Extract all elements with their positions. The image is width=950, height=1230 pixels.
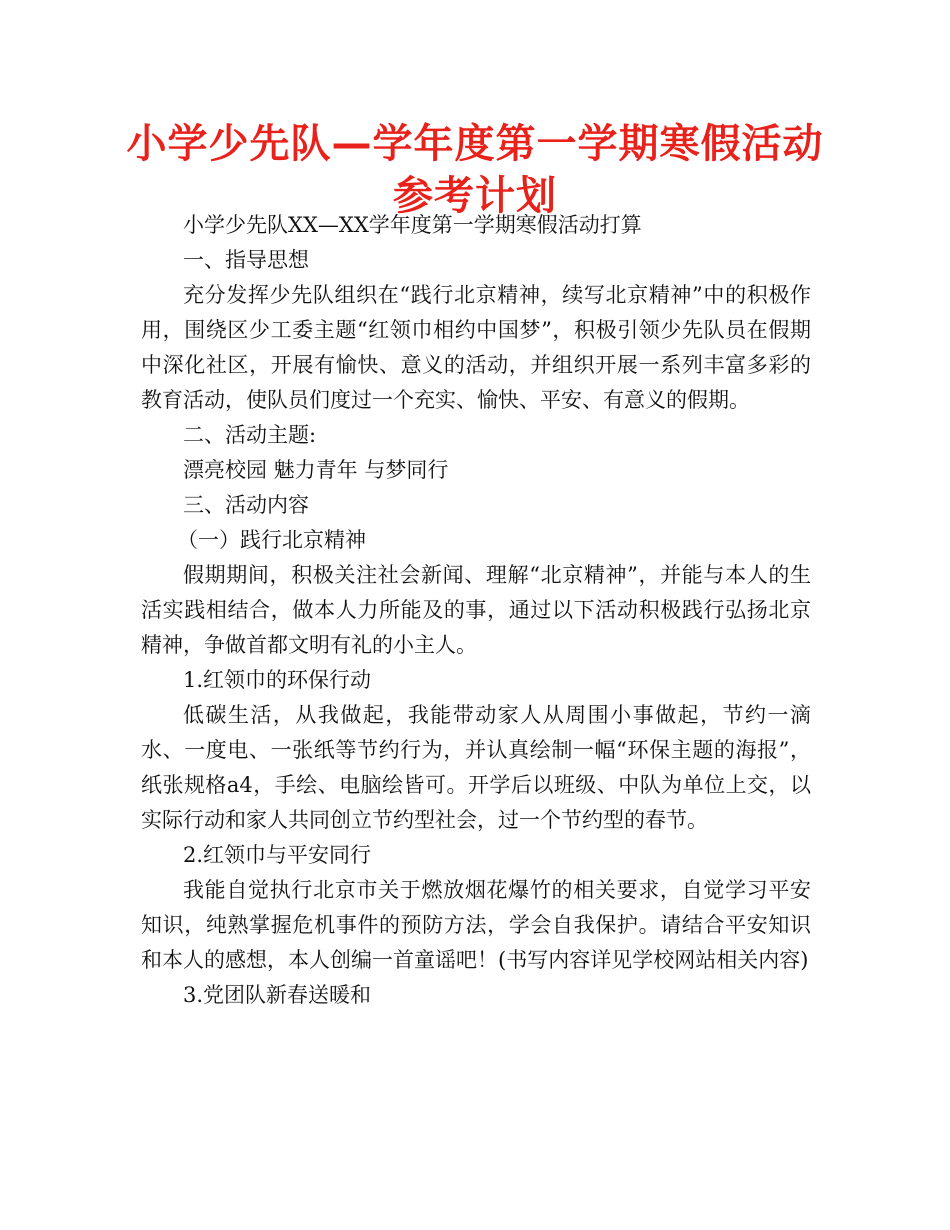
item-heading-environment: 1.红领巾的环保行动 bbox=[183, 668, 372, 692]
section-heading-content: 三、活动内容 bbox=[183, 493, 309, 517]
paragraph-environment: 低碳生活，从我做起，我能带动家人从周围小事做起，节约一滴水、一度电、一张纸等节约行为，并认真绘制一幅“环保主题的海报”，纸张规格a4，手绘、电脑绘皆可。开学后以班级、中队为单位上交，以实际行动和家人共同创立节约型社会，过一个节约型的春节。 bbox=[141, 703, 811, 832]
document-body bbox=[141, 208, 811, 1013]
paragraph-safety: 我能自觉执行北京市关于燃放烟花爆竹的相关要求，自觉学习平安知识，纯熟掌握危机事件的预防方法，学会自我保护。请结合平安知识和本人的感想，本人创编一首童谣吧！(书写内容详见学校网站相关内容) bbox=[141, 878, 811, 972]
section-heading-theme: 二、活动主题: bbox=[183, 423, 317, 447]
theme-text: 漂亮校园 魅力青年 与梦同行 bbox=[183, 458, 449, 482]
paragraph-guiding-ideology: 充分发挥少先队组织在“践行北京精神，续写北京精神”中的积极作用，围绕区少工委主题“红领巾相约中国梦”，积极引领少先队员在假期中深化社区，开展有愉快、意义的活动，并组织开展一系列丰富多彩的教育活动，使队员们度过一个充实、愉快、平安、有意义的假期。 bbox=[141, 283, 811, 412]
section-heading-guiding-ideology: 一、指导思想 bbox=[183, 248, 309, 272]
subsection-heading-beijing-spirit: （一）践行北京精神 bbox=[177, 528, 366, 552]
plan-subtitle: 小学少先队XX—XX学年度第一学期寒假活动打算 bbox=[183, 213, 642, 237]
item-heading-safety: 2.红领巾与平安同行 bbox=[183, 843, 372, 867]
document-title: 小学少先队—学年度第一学期寒假活动参考计划 bbox=[126, 121, 824, 219]
paragraph-beijing-spirit: 假期期间，积极关注社会新闻、理解“北京精神”，并能与本人的生活实践相结合，做本人力所能及的事，通过以下活动积极践行弘扬北京精神，争做首都文明有礼的小主人。 bbox=[141, 563, 811, 657]
item-heading-new-year: 3.党团队新春送暖和 bbox=[183, 983, 372, 1007]
